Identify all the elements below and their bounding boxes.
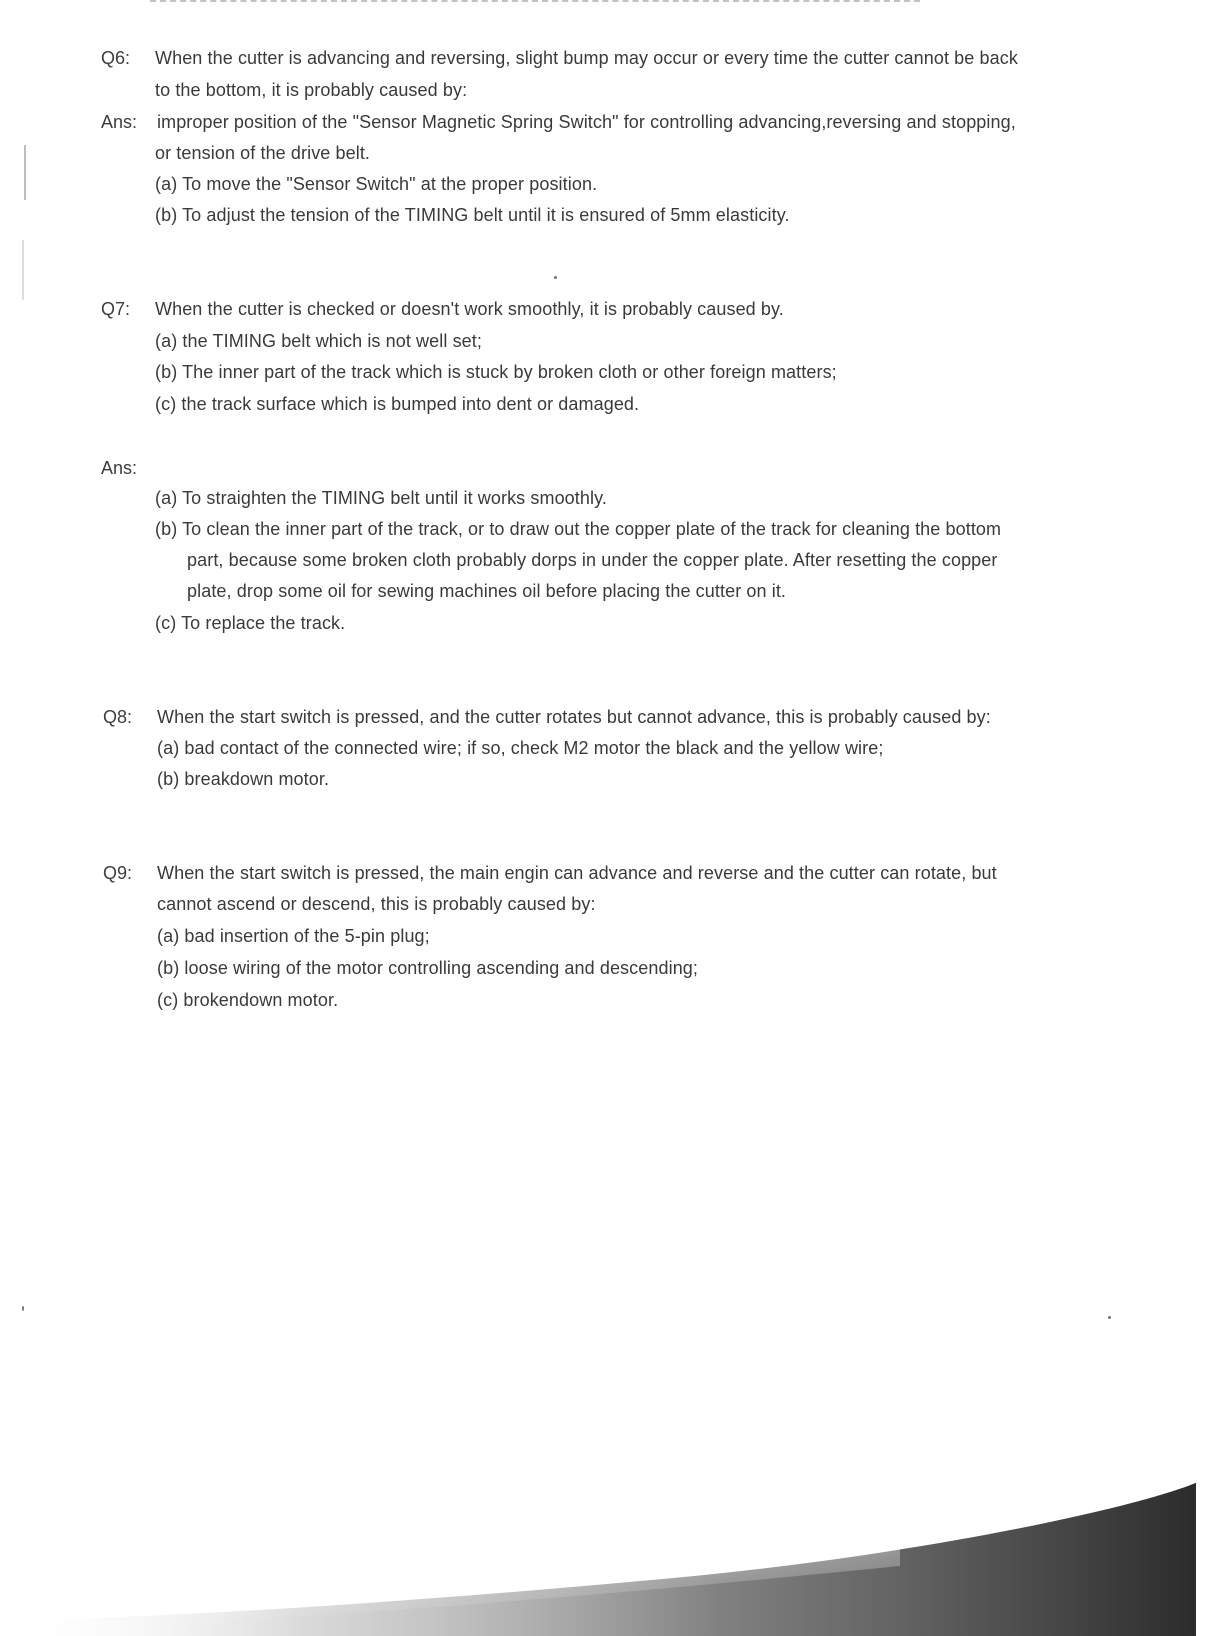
question-text: When the start switch is pressed, the main engin can advance and reverse and the cutter can rotate, but: [157, 863, 997, 883]
question-label: Q8:: [103, 707, 133, 727]
margin-mark: [22, 240, 24, 300]
answer-label: Ans:: [101, 112, 138, 132]
scan-speck: [1108, 1316, 1111, 1319]
question-item: (a) the TIMING belt which is not well set;: [155, 331, 482, 351]
answer-item: plate, drop some oil for sewing machines oil before placing the cutter on it.: [187, 581, 787, 601]
question-text: cannot ascend or descend, this is probably caused by:: [157, 894, 596, 914]
scan-speck: [22, 1306, 24, 1311]
question-item: (b) breakdown motor.: [157, 769, 330, 789]
question-text: to the bottom, it is probably caused by:: [155, 80, 468, 100]
answer-item: (a) To move the "Sensor Switch" at the proper position.: [155, 174, 598, 194]
answer-item: (a) To straighten the TIMING belt until it works smoothly.: [155, 488, 607, 508]
question-label: Q7:: [101, 299, 131, 319]
answer-item: (c) To replace the track.: [155, 613, 346, 633]
answer-text: or tension of the drive belt.: [155, 143, 371, 163]
question-item: (c) the track surface which is bumped into dent or damaged.: [155, 394, 640, 414]
answer-text: improper position of the "Sensor Magnetic Spring Switch" for controlling advancing,reversing and stopping,: [157, 112, 1016, 132]
cut-off-text-line: [150, 0, 920, 8]
margin-mark: [24, 145, 26, 200]
question-label: Q9:: [103, 863, 133, 883]
question-item: (a) bad insertion of the 5-pin plug;: [157, 926, 430, 946]
answer-label: Ans:: [101, 458, 138, 478]
scan-speck: [554, 276, 557, 279]
answer-item: (b) To clean the inner part of the track, or to draw out the copper plate of the track for cleaning the bottom: [155, 519, 1002, 539]
question-label: Q6:: [101, 48, 131, 68]
question-item: (b) loose wiring of the motor controlling ascending and descending;: [157, 958, 699, 978]
question-text: When the cutter is advancing and reversing, slight bump may occur or every time the cutter cannot be back: [155, 48, 1018, 68]
answer-item: part, because some broken cloth probably dorps in under the copper plate. After resetting the copper: [187, 550, 998, 570]
question-item: (b) The inner part of the track which is stuck by broken cloth or other foreign matters;: [155, 362, 837, 382]
question-item: (c) brokendown motor.: [157, 990, 339, 1010]
answer-item: (b) To adjust the tension of the TIMING belt until it is ensured of 5mm elasticity.: [155, 205, 790, 225]
question-item: (a) bad contact of the connected wire; if so, check M2 motor the black and the yellow wire;: [157, 738, 884, 758]
question-text: When the cutter is checked or doesn't work smoothly, it is probably caused by.: [155, 299, 784, 319]
question-text: When the start switch is pressed, and the cutter rotates but cannot advance, this is probably caused by:: [157, 707, 991, 727]
scan-edge-shadow: [0, 1416, 1224, 1636]
